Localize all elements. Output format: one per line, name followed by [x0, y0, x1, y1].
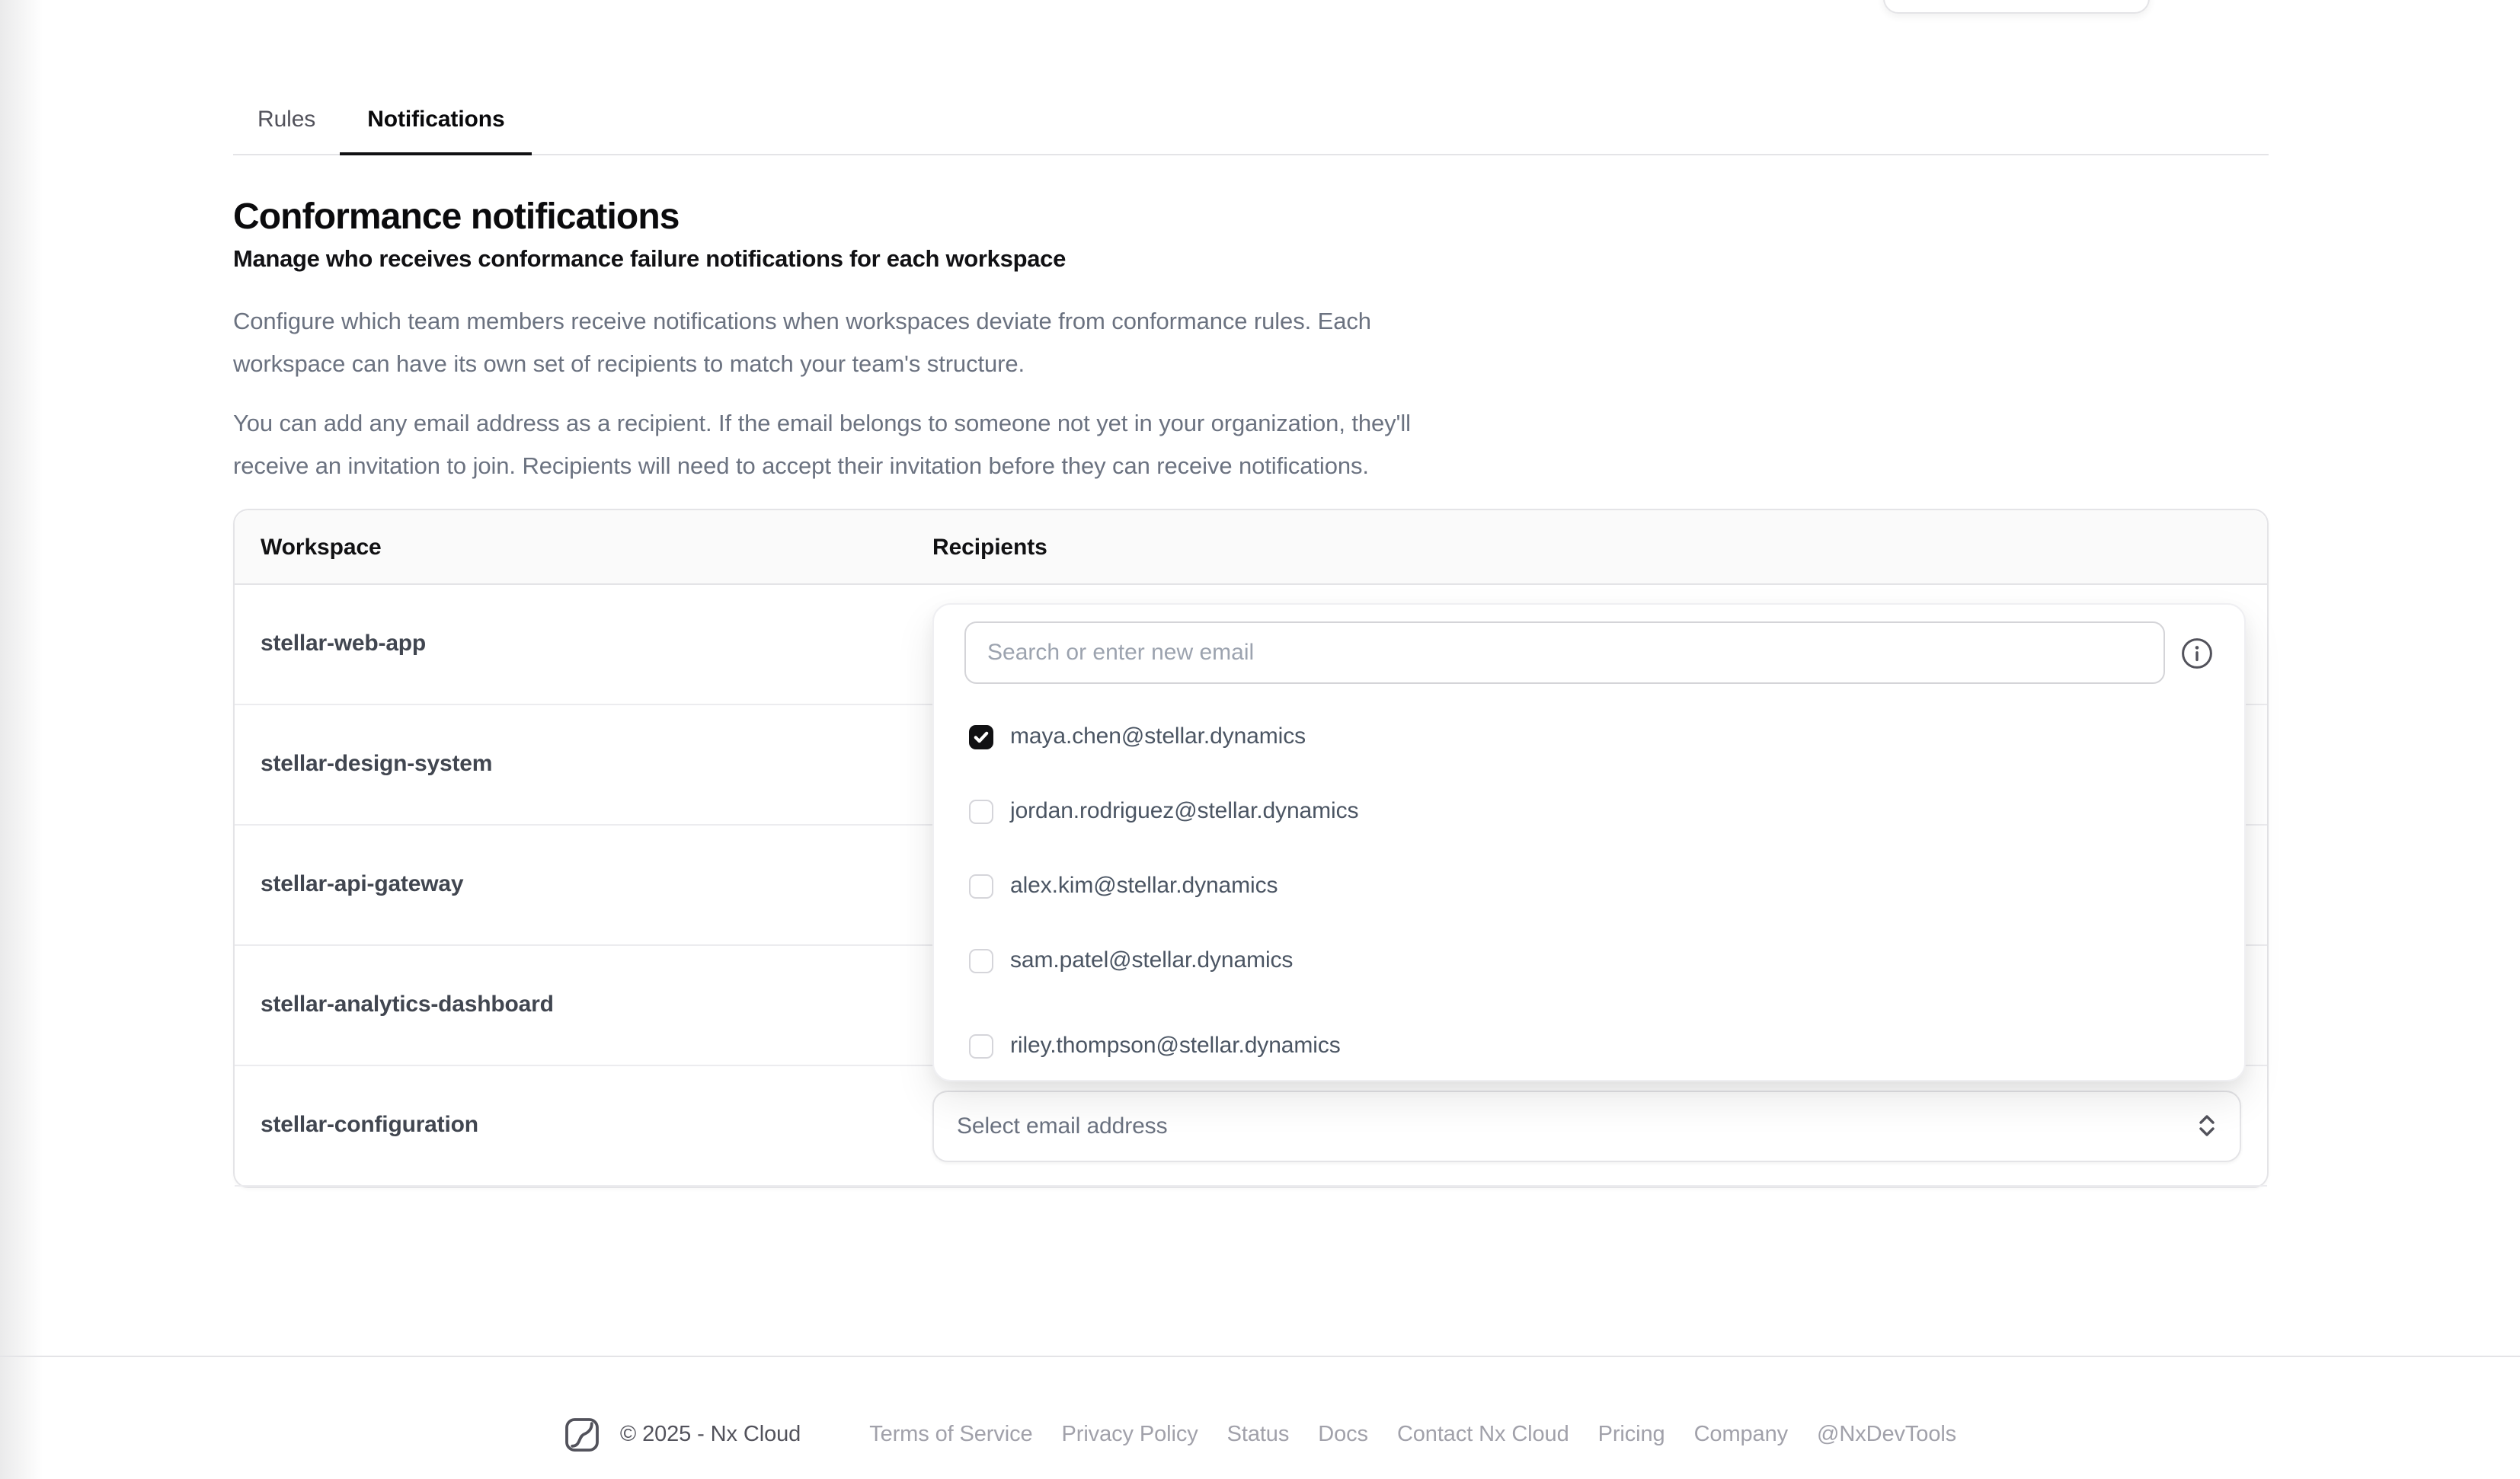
checkbox-unchecked-icon[interactable]: [969, 874, 993, 898]
footer-link-privacy[interactable]: Privacy Policy: [1061, 1423, 1198, 1447]
workspace-name: stellar-api-gateway: [261, 871, 464, 897]
main-content: [233, 0, 2269, 1188]
chevron-up-down-icon: [2197, 1113, 2217, 1138]
footer-link-contact[interactable]: Contact Nx Cloud: [1396, 1423, 1569, 1447]
email-option-label: alex.kim@stellar.dynamics: [1010, 873, 1278, 899]
footer-link-terms[interactable]: Terms of Service: [869, 1423, 1033, 1447]
email-option-label: maya.chen@stellar.dynamics: [1010, 724, 1306, 749]
table-header-row: [235, 510, 2267, 585]
workspace-name: stellar-design-system: [261, 751, 493, 777]
info-circle-icon[interactable]: [2180, 636, 2214, 669]
checkbox-unchecked-icon[interactable]: [969, 948, 993, 973]
checkbox-checked-icon[interactable]: [969, 724, 993, 749]
email-search-input[interactable]: [964, 621, 2165, 684]
description-paragraph-2: You can add any email address as a recipient. If the email belongs to someone not yet in your organization, they'll receive an invitation to join. Recipients will need to accept their invitation before they can receive notifications.: [233, 411, 1411, 479]
checkbox-unchecked-icon[interactable]: [969, 1033, 993, 1058]
email-option-label: riley.thompson@stellar.dynamics: [1010, 1033, 1341, 1059]
footer: [0, 1417, 2520, 1453]
checkbox-unchecked-icon[interactable]: [969, 799, 993, 823]
workspace-name: stellar-analytics-dashboard: [261, 992, 554, 1017]
email-option[interactable]: [934, 923, 2244, 998]
email-option[interactable]: [934, 1008, 2244, 1083]
copyright-text: © 2025 - Nx Cloud: [619, 1423, 801, 1447]
email-options-list: [934, 699, 2244, 1083]
email-option-label: jordan.rodriguez@stellar.dynamics: [1010, 798, 1359, 824]
email-option[interactable]: [934, 848, 2244, 923]
tab-rules[interactable]: Rules: [257, 107, 316, 133]
nx-cloud-logo-icon: [564, 1417, 600, 1453]
page-title: Conformance notifications: [233, 196, 680, 238]
column-header-workspace: Workspace: [261, 534, 382, 560]
email-option-label: sam.patel@stellar.dynamics: [1010, 947, 1294, 973]
footer-link-docs[interactable]: Docs: [1318, 1423, 1368, 1447]
footer-link-pricing[interactable]: Pricing: [1597, 1423, 1665, 1447]
workspace-name: stellar-configuration: [261, 1112, 478, 1138]
tab-bar: [233, 88, 2269, 155]
email-option[interactable]: [934, 774, 2244, 848]
workspace-name: stellar-web-app: [261, 631, 427, 656]
recipient-select-placeholder: Select email address: [957, 1113, 1168, 1139]
footer-brand: [564, 1417, 801, 1453]
column-header-recipients: Recipients: [932, 534, 1047, 560]
table-row: [235, 1066, 2267, 1187]
dropdown-search-row: [934, 605, 2244, 684]
recipients-dropdown-panel: [932, 603, 2246, 1081]
page-subtitle: Manage who receives conformance failure notifications for each workspace: [233, 247, 1067, 273]
workspace-recipients-table: [233, 509, 2269, 1188]
footer-divider: [0, 1356, 2520, 1357]
tab-notifications[interactable]: Notifications: [340, 88, 532, 155]
footer-link-status[interactable]: Status: [1226, 1423, 1290, 1447]
footer-link-nxdevtools[interactable]: @NxDevTools: [1817, 1423, 1957, 1447]
description-paragraph-1: Configure which team members receive notifications when workspaces deviate from conformance rules. Each workspace can have its own set of recipients to match your team's structure.: [233, 309, 1371, 377]
left-edge-shadow: [0, 0, 43, 1479]
recipient-select[interactable]: [932, 1090, 2241, 1161]
footer-link-company[interactable]: Company: [1693, 1423, 1789, 1447]
email-option[interactable]: [934, 699, 2244, 774]
